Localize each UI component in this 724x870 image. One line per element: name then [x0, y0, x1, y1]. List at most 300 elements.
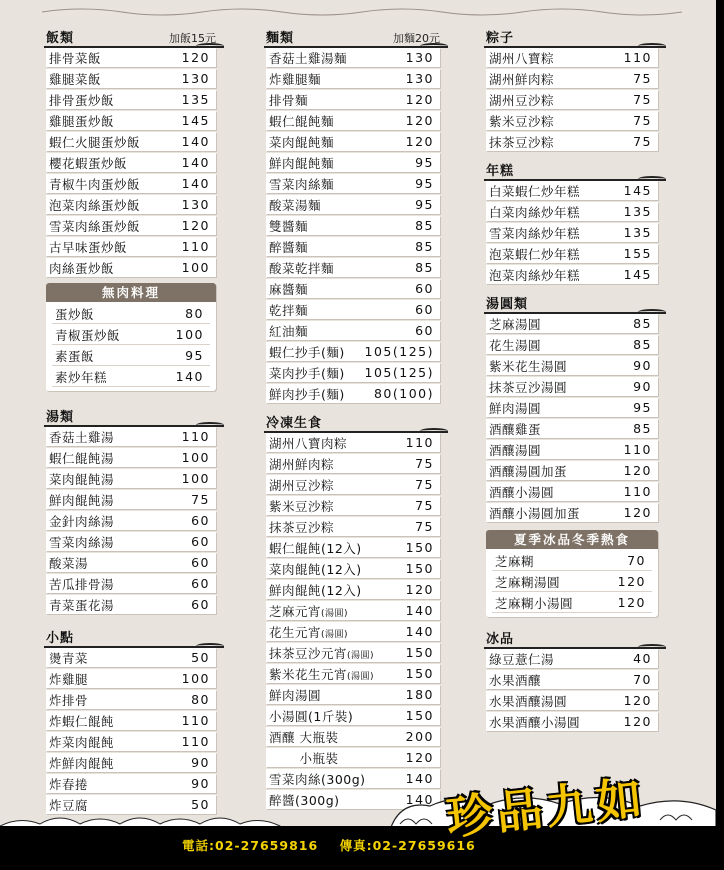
menu-item-row: [46, 532, 216, 551]
menu-item-price: 110: [181, 734, 210, 749]
menu-item-price: 100: [181, 471, 210, 486]
menu-item-name: [489, 650, 554, 668]
menu-item-name: [49, 196, 140, 214]
menu-item-price: 120: [617, 574, 646, 589]
menu-item-row: [266, 538, 440, 557]
menu-item-name-text: 花生元宵: [269, 624, 322, 640]
menu-item-row: [52, 325, 210, 345]
menu-item-price: 155: [623, 246, 652, 261]
menu-item-row: [486, 265, 658, 284]
section-title: 年糕: [486, 164, 515, 179]
menu-item-row: [46, 448, 216, 467]
menu-item-price: 120: [623, 463, 652, 478]
menu-item-price: 120: [405, 134, 434, 149]
menu-item-price: 90: [633, 379, 652, 394]
menu-item-row: [266, 363, 440, 382]
menu-item-name: [269, 196, 321, 214]
menu-item-row: [266, 342, 440, 361]
menu-item-price: 110: [623, 442, 652, 457]
menu-item-price: 70: [633, 672, 652, 687]
menu-item-name-text: 青椒蛋炒飯: [55, 327, 121, 343]
menu-item-name-text: 雪菜肉絲湯: [49, 534, 115, 550]
menu-item-name-text: 櫻花蝦蛋炒飯: [49, 155, 128, 171]
menu-item-price: 110: [405, 435, 434, 450]
menu-item-row: [486, 48, 658, 67]
menu-item-name: [269, 665, 374, 683]
menu-item-row: [492, 593, 652, 613]
menu-item-name: [269, 434, 347, 452]
menu-item-price: 140: [405, 624, 434, 639]
menu-item-name: [489, 266, 580, 284]
menu-column-1: [46, 26, 216, 814]
menu-item-name: [49, 428, 114, 446]
menu-item-row: [486, 181, 658, 200]
menu-item-row: [46, 648, 216, 667]
menu-item-price: 110: [623, 50, 652, 65]
menu-item-row: [486, 356, 658, 375]
menu-item-price: 120: [623, 693, 652, 708]
menu-item-name-text: 香菇土雞湯: [49, 429, 115, 445]
menu-item-name: [49, 670, 88, 688]
menu-item-name: [49, 238, 127, 256]
menu-item-row: [46, 427, 216, 446]
right-border: [716, 0, 724, 870]
section-note: 加飯15元: [169, 32, 216, 45]
menu-item-name: [269, 217, 308, 235]
menu-item-name-text: 湖州豆沙粽: [269, 477, 335, 493]
menu-item-name: [49, 154, 127, 172]
menu-item-name: [55, 326, 120, 344]
menu-item-name-text: 炸菜肉餛飩: [49, 734, 115, 750]
menu-item-name: [49, 533, 114, 551]
menu-item-name-text: 青椒牛肉蛋炒飯: [49, 176, 141, 192]
menu-item-name-text: 炸豆腐: [49, 797, 89, 813]
menu-item-price: 75: [633, 134, 652, 149]
menu-item-price: 150: [405, 561, 434, 576]
menu-item-name-text: 鮮肉餛飩(12入): [269, 582, 362, 598]
menu-item-name: [49, 470, 114, 488]
menu-item-name-text: 湖州鮮肉粽: [489, 71, 555, 87]
menu-item-price: 85: [415, 260, 434, 275]
menu-item-price: 120: [181, 218, 210, 233]
menu-item-row: [266, 69, 440, 88]
menu-item-price: 140: [181, 134, 210, 149]
menu-item-name: [489, 315, 541, 333]
menu-item-row: [266, 727, 440, 746]
menu-item-row: [486, 111, 658, 130]
menu-item-row: [492, 551, 652, 571]
menu-item-price: 135: [623, 225, 652, 240]
menu-item-note: (湯圓): [321, 629, 349, 640]
menu-item-name: [269, 770, 366, 788]
menu-item-name-text: 菜肉抄手(麵): [269, 365, 345, 381]
menu-item-price: 85: [415, 239, 434, 254]
menu-item-name: [269, 497, 334, 515]
menu-item-row: [266, 90, 440, 109]
menu-item-row: [492, 572, 652, 592]
menu-item-row: [46, 469, 216, 488]
menu-item-name-text: 炸雞腿: [49, 671, 89, 687]
menu-item-price: 145: [181, 113, 210, 128]
menu-item-name-text: 鮮肉湯圓: [489, 400, 542, 416]
menu-item-name: [269, 455, 334, 473]
menu-item-name: [269, 581, 362, 599]
menu-item-name: [269, 476, 334, 494]
menu-item-row: [46, 174, 216, 193]
menu-item-price: 105(125): [364, 365, 434, 380]
menu-item-name: [49, 554, 88, 572]
menu-item-name-text: 香菇土雞湯麵: [269, 50, 348, 66]
menu-item-name: [269, 70, 321, 88]
menu-item-row: [46, 711, 216, 730]
menu-item-price: 60: [191, 534, 210, 549]
menu-item-name-text: 苦瓜排骨湯: [49, 576, 115, 592]
menu-item-price: 50: [191, 650, 210, 665]
menu-item-row: [46, 216, 216, 235]
menu-item-price: 140: [181, 176, 210, 191]
menu-item-name: [269, 49, 347, 67]
menu-item-name: [269, 322, 308, 340]
menu-item-name-text: 鮮肉餛飩麵: [269, 155, 335, 171]
menu-item-name-text: 肉絲蛋炒飯: [49, 260, 115, 276]
menu-item-row: [266, 601, 440, 620]
menu-item-row: [52, 346, 210, 366]
menu-item-name-text: 酒釀小湯圓: [489, 484, 555, 500]
menu-item-name-text: 花生湯圓: [489, 337, 542, 353]
section-rule: [484, 647, 666, 649]
menu-item-name-text: 酸菜乾拌麵: [269, 260, 335, 276]
menu-item-row: [46, 732, 216, 751]
menu-item-name: [49, 754, 114, 772]
menu-item-price: 75: [633, 71, 652, 86]
menu-item-row: [266, 48, 440, 67]
section-header-rice: [46, 26, 216, 46]
menu-item-row: [486, 670, 658, 689]
menu-item-name: [49, 175, 140, 193]
menu-item-name-text: 鮮肉抄手(麵): [269, 386, 345, 402]
section-title: 粽子: [486, 31, 515, 46]
section-rule: [484, 46, 666, 48]
menu-item-price: 200: [405, 729, 434, 744]
menu-item-row: [486, 202, 658, 221]
menu-item-row: [266, 300, 440, 319]
section-header-snacks: [46, 626, 216, 646]
menu-item-row: [46, 195, 216, 214]
menu-item-name: [269, 385, 345, 403]
phone-label: 電話:: [182, 838, 215, 853]
menu-item-price: 50: [191, 797, 210, 812]
menu-item-price: 95: [185, 348, 204, 363]
menu-item-price: 130: [181, 71, 210, 86]
menu-item-price: 60: [415, 281, 434, 296]
menu-item-name: [269, 364, 345, 382]
menu-item-row: [46, 237, 216, 256]
menu-item-price: 120: [623, 505, 652, 520]
menu-item-row: [266, 132, 440, 151]
menu-item-name: [495, 594, 573, 612]
menu-item-price: 120: [405, 113, 434, 128]
menu-item-name: [269, 301, 308, 319]
menu-item-row: [266, 433, 440, 452]
menu-item-price: 120: [405, 92, 434, 107]
menu-item-price: 85: [633, 337, 652, 352]
menu-item-name-text: 芝麻糊: [495, 553, 535, 569]
menu-item-row: [486, 482, 658, 501]
menu-item-name-text: 雪菜肉絲麵: [269, 176, 335, 192]
menu-item-price: 60: [191, 597, 210, 612]
menu-item-name-text: 炸鮮肉餛飩: [49, 755, 115, 771]
menu-item-price: 95: [415, 176, 434, 191]
menu-item-price: 80: [185, 306, 204, 321]
menu-item-name-text: 芝麻湯圓: [489, 316, 542, 332]
menu-item-name: [269, 343, 345, 361]
menu-item-name: [489, 420, 541, 438]
menu-item-name: [49, 596, 114, 614]
menu-item-row: [46, 153, 216, 172]
menu-item-name: [489, 692, 567, 710]
menu-item-row: [46, 90, 216, 109]
menu-item-row: [46, 553, 216, 572]
menu-item-price: 95: [415, 197, 434, 212]
menu-item-price: 140: [181, 155, 210, 170]
menu-item-price: 180: [405, 687, 434, 702]
menu-item-price: 60: [191, 513, 210, 528]
menu-item-name-text: 菜肉餛飩(12入): [269, 561, 362, 577]
menu-item-name: [269, 238, 308, 256]
menu-item-name-text: 排骨蛋炒飯: [49, 92, 115, 108]
menu-item-name-text: 雪菜肉絲蛋炒飯: [49, 218, 141, 234]
menu-item-name: [49, 259, 114, 277]
menu-item-price: 75: [415, 498, 434, 513]
menu-item-name-text: 乾拌麵: [269, 302, 309, 318]
menu-item-name-text: 小湯圓(1斤裝): [269, 708, 354, 724]
menu-item-name: [489, 182, 580, 200]
menu-item-name: [269, 644, 374, 662]
menu-item-name-text: 抹茶豆沙粽: [269, 519, 335, 535]
phone-number: 02-27659816: [215, 838, 319, 853]
section-rule: [484, 179, 666, 181]
menu-item-row: [266, 279, 440, 298]
menu-item-name-text: 酒釀湯圓加蛋: [489, 463, 568, 479]
menu-list-seasonal: [486, 549, 658, 613]
menu-item-name-text: 炸排骨: [49, 692, 89, 708]
menu-item-name: [489, 378, 567, 396]
menu-item-price: 75: [415, 477, 434, 492]
menu-item-row: [46, 511, 216, 530]
menu-item-name: [49, 70, 101, 88]
menu-item-row: [46, 595, 216, 614]
menu-item-price: 90: [191, 755, 210, 770]
menu-item-price: 110: [623, 484, 652, 499]
menu-item-row: [46, 574, 216, 593]
menu-item-name-text: 麻醬麵: [269, 281, 309, 297]
menu-item-row: [486, 440, 658, 459]
menu-list-zongzi: [486, 48, 658, 151]
section-title: 湯類: [46, 410, 75, 425]
menu-item-name: [489, 504, 580, 522]
menu-item-name-text: 小瓶裝: [269, 750, 339, 766]
menu-item-price: 75: [191, 492, 210, 507]
menu-item-name: [49, 691, 88, 709]
menu-item-row: [266, 321, 440, 340]
menu-list-frozen: [266, 433, 440, 809]
menu-item-price: 75: [415, 456, 434, 471]
menu-item-name: [489, 133, 554, 151]
menu-item-name-text: 炸蝦仁餛飩: [49, 713, 115, 729]
menu-item-row: [266, 622, 440, 641]
menu-item-name: [49, 733, 114, 751]
menu-list-meatless: [46, 302, 216, 387]
menu-item-row: [486, 223, 658, 242]
menu-item-row: [52, 304, 210, 324]
menu-item-price: 120: [623, 714, 652, 729]
menu-item-name-text: 紫米花生元宵: [269, 666, 348, 682]
section-title: 冷凍生食: [266, 416, 323, 431]
menu-item-row: [46, 48, 216, 67]
menu-item-row: [46, 490, 216, 509]
menu-item-price: 60: [191, 576, 210, 591]
menu-list-ice: [486, 649, 658, 731]
menu-item-name-text: 芝麻元宵: [269, 603, 322, 619]
menu-item-name: [489, 203, 580, 221]
menu-item-row: [266, 454, 440, 473]
menu-item-price: 100: [175, 327, 204, 342]
section-rule: [264, 431, 448, 433]
menu-item-name-text: 抹茶豆沙元宵: [269, 645, 348, 661]
menu-item-price: 40: [633, 651, 652, 666]
menu-item-name: [269, 259, 334, 277]
menu-item-row: [266, 685, 440, 704]
section-title: 湯圓類: [486, 297, 529, 312]
menu-item-name-text: 抹茶豆沙湯圓: [489, 379, 568, 395]
menu-item-name-text: 菜肉餛飩湯: [49, 471, 115, 487]
menu-item-name-text: 蝦仁抄手(麵): [269, 344, 345, 360]
menu-item-name: [49, 112, 114, 130]
menu-item-row: [266, 496, 440, 515]
menu-item-price: 135: [623, 204, 652, 219]
menu-item-name: [49, 712, 114, 730]
menu-item-name-text: 水果酒釀小湯圓: [489, 714, 581, 730]
restaurant-logo: 珍品九如: [444, 770, 649, 846]
section-header-noodles: [266, 26, 440, 46]
section-header-soup: [46, 405, 216, 425]
menu-item-price: 60: [415, 302, 434, 317]
menu-item-name-text: 菜肉餛飩麵: [269, 134, 335, 150]
section-title: 小點: [46, 631, 75, 646]
menu-item-row: [266, 559, 440, 578]
menu-item-price: 150: [405, 708, 434, 723]
menu-item-row: [486, 244, 658, 263]
menu-item-name-text: 蝦仁餛飩(12入): [269, 540, 362, 556]
menu-item-name-text: 抹茶豆沙粽: [489, 134, 555, 150]
menu-list-tangyuan: [486, 314, 658, 522]
menu-item-name-text: 紫米豆沙粽: [489, 113, 555, 129]
menu-item-note: (湯圓): [321, 608, 349, 619]
menu-item-price: 120: [181, 50, 210, 65]
menu-item-name: [269, 728, 338, 746]
menu-item-name-text: 酸菜湯: [49, 555, 89, 571]
menu-box-meatless: [46, 283, 216, 391]
menu-item-price: 150: [405, 540, 434, 555]
menu-box-seasonal: [486, 530, 658, 617]
menu-item-row: [486, 419, 658, 438]
menu-item-row: [486, 335, 658, 354]
menu-item-price: 140: [405, 771, 434, 786]
menu-item-name: [269, 539, 362, 557]
section-header-frozen: [266, 411, 440, 431]
menu-item-name: [489, 671, 541, 689]
menu-item-row: [266, 475, 440, 494]
menu-item-name-text: 蝦仁火腿蛋炒飯: [49, 134, 141, 150]
menu-item-name-text: 鮮肉湯圓: [269, 687, 322, 703]
menu-item-name-text: 酒釀湯圓: [489, 442, 542, 458]
menu-item-price: 60: [191, 555, 210, 570]
menu-item-name-text: 炸春捲: [49, 776, 89, 792]
menu-item-note: (湯圓): [347, 671, 375, 682]
menu-item-price: 85: [633, 421, 652, 436]
menu-item-name-text: 蝦仁餛飩麵: [269, 113, 335, 129]
menu-item-name-text: 綠豆薏仁湯: [489, 651, 555, 667]
menu-item-row: [46, 753, 216, 772]
menu-item-row: [486, 398, 658, 417]
menu-item-name: [49, 491, 114, 509]
menu-item-name-text: 芝麻糊小湯圓: [495, 595, 574, 611]
menu-item-name: [489, 49, 554, 67]
menu-item-name-text: 水果酒釀湯圓: [489, 693, 568, 709]
menu-item-name-text: 酒釀雞蛋: [489, 421, 542, 437]
menu-item-row: [486, 377, 658, 396]
menu-item-name: [269, 623, 348, 641]
menu-item-name-text: 燙青菜: [49, 650, 89, 666]
menu-item-name-text: 酒釀 大瓶裝: [269, 729, 339, 745]
menu-list-niangao: [486, 181, 658, 284]
menu-item-name: [489, 91, 554, 109]
menu-item-name: [489, 224, 580, 242]
section-title: 冰品: [486, 632, 515, 647]
menu-item-price: 95: [633, 400, 652, 415]
menu-item-name-text: 紫米豆沙粽: [269, 498, 335, 514]
menu-item-price: 130: [405, 71, 434, 86]
menu-item-row: [266, 769, 440, 788]
menu-list-noodles: [266, 48, 440, 403]
menu-column-3: [486, 26, 658, 731]
menu-item-name-text: 金針肉絲湯: [49, 513, 115, 529]
menu-item-name: [269, 154, 334, 172]
menu-item-name-text: 紅油麵: [269, 323, 309, 339]
menu-item-name: [489, 441, 541, 459]
menu-item-name: [489, 399, 541, 417]
menu-item-row: [266, 153, 440, 172]
menu-item-name: [269, 175, 334, 193]
menu-item-price: 120: [405, 582, 434, 597]
decorative-top-border: [42, 2, 682, 16]
menu-item-row: [266, 174, 440, 193]
menu-item-note: (湯圓): [347, 650, 375, 661]
menu-item-name: [489, 112, 554, 130]
menu-item-name: [55, 368, 107, 386]
menu-item-name: [489, 462, 567, 480]
menu-item-name: [269, 749, 338, 767]
menu-item-price: 75: [633, 92, 652, 107]
menu-item-name-text: 湖州鮮肉粽: [269, 456, 335, 472]
menu-item-name-text: 湖州八寶粽: [489, 50, 555, 66]
menu-item-name: [489, 357, 567, 375]
menu-item-name-text: 雞腿蛋炒飯: [49, 113, 115, 129]
menu-item-price: 75: [633, 113, 652, 128]
menu-item-name-text: 湖州八寶肉粽: [269, 435, 348, 451]
menu-item-name-text: 泡菜蝦仁炒年糕: [489, 246, 581, 262]
menu-item-price: 150: [405, 645, 434, 660]
